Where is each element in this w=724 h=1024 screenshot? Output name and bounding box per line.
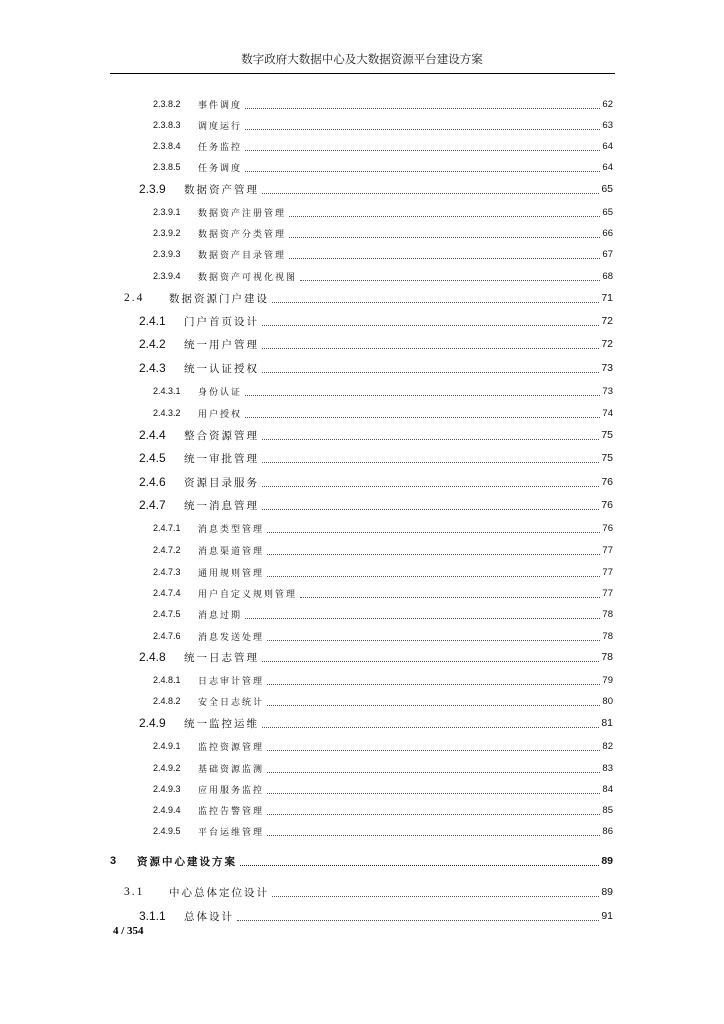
toc-entry[interactable]: [0, 426, 724, 444]
toc-dot-leader: [267, 576, 600, 577]
toc-entry-number: 2.4.3: [139, 361, 166, 375]
toc-entry-title: 日志审计管理: [198, 676, 265, 687]
toc-entry-number: 2.3.9.2: [153, 228, 181, 238]
toc-entry[interactable]: [0, 245, 724, 263]
toc-entry-title: 消息过期: [198, 610, 243, 621]
toc-dot-leader: [245, 395, 600, 396]
toc-entry[interactable]: [0, 449, 724, 467]
toc-entry-number: 2.3.9.4: [153, 271, 181, 281]
toc-entry-title: 总体设计: [184, 910, 234, 923]
toc-entry-title: 任务监控: [198, 142, 243, 153]
toc-entry-title: 数据资产可视化视图: [198, 272, 298, 283]
toc-dot-leader: [245, 618, 600, 619]
toc-entry[interactable]: [0, 335, 724, 353]
toc-dot-leader: [262, 439, 599, 440]
toc-entry[interactable]: [0, 519, 724, 537]
toc-entry-page: 81: [601, 717, 613, 729]
toc-entry-title: 身份认证: [198, 387, 243, 398]
toc-dot-leader: [245, 417, 600, 418]
toc-dot-leader: [289, 237, 600, 238]
toc-entry-title: 资源目录服务: [184, 476, 259, 489]
toc-entry-page: 78: [602, 630, 613, 642]
toc-entry[interactable]: [0, 180, 724, 198]
toc-dot-leader: [267, 532, 600, 533]
toc-entry-number: 2.4.8.1: [153, 675, 181, 685]
toc-entry-page: 64: [602, 161, 613, 173]
toc-entry-title: 统一用户管理: [184, 338, 259, 351]
toc-dot-leader: [262, 325, 599, 326]
toc-entry-number: 2.4.7.4: [153, 588, 181, 598]
toc-entry-number: 2.4.8.2: [153, 696, 181, 706]
toc-entry-page: 89: [601, 855, 613, 867]
toc-entry[interactable]: [0, 584, 724, 602]
toc-entry-page: 77: [602, 566, 613, 578]
toc-entry[interactable]: [0, 780, 724, 798]
toc-entry[interactable]: [0, 852, 724, 870]
toc-entry[interactable]: [0, 473, 724, 491]
toc-entry-number: 2.4.2: [139, 337, 166, 351]
toc-entry[interactable]: [0, 822, 724, 840]
toc-entry-title: 统一监控运维: [184, 717, 259, 730]
toc-dot-leader: [267, 684, 600, 685]
toc-dot-leader: [262, 727, 599, 728]
toc-entry[interactable]: [0, 648, 724, 666]
toc-entry-number: 2.4.8: [139, 650, 166, 664]
toc-entry[interactable]: [0, 289, 724, 307]
toc-dot-leader: [289, 216, 600, 217]
toc-entry-page: 68: [602, 270, 613, 282]
toc-entry-number: 2.4: [124, 292, 145, 304]
toc-entry-number: 2.4.7.2: [153, 545, 181, 555]
page-number: 4 / 354: [113, 925, 144, 937]
toc-entry[interactable]: [0, 382, 724, 400]
toc-dot-leader: [267, 835, 600, 836]
toc-entry[interactable]: [0, 907, 724, 925]
toc-dot-leader: [267, 793, 600, 794]
toc-entry-title: 基础资源监测: [198, 764, 265, 775]
toc-entry-title: 消息发送处理: [198, 632, 265, 643]
toc-entry-page: 67: [602, 248, 613, 260]
toc-dot-leader: [262, 509, 599, 510]
toc-entry[interactable]: [0, 158, 724, 176]
toc-dot-leader: [300, 280, 600, 281]
toc-dot-leader: [245, 108, 600, 109]
toc-entry-page: 80: [602, 695, 613, 707]
toc-entry-title: 用户授权: [198, 409, 243, 420]
toc-entry-title: 中心总体定位设计: [169, 886, 269, 899]
toc-entry-page: 62: [602, 98, 613, 110]
toc-entry-number: 2.4.9.3: [153, 784, 181, 794]
toc-entry-title: 数据资产管理: [184, 183, 259, 196]
toc-entry-page: 76: [601, 499, 613, 511]
toc-entry-page: 71: [601, 292, 613, 304]
toc-dot-leader: [262, 348, 599, 349]
toc-entry-page: 73: [601, 362, 613, 374]
toc-entry[interactable]: [0, 759, 724, 777]
toc-entry-title: 平台运维管理: [198, 827, 265, 838]
toc-entry[interactable]: [0, 671, 724, 689]
toc-dot-leader: [245, 129, 600, 130]
toc-entry-number: 2.4.7.5: [153, 609, 181, 619]
toc-entry-number: 2.4.9.4: [153, 805, 181, 815]
toc-dot-leader: [267, 750, 600, 751]
toc-entry-title: 门户首页设计: [184, 315, 259, 328]
toc-entry-number: 2.3.9: [139, 182, 166, 196]
toc-entry[interactable]: [0, 605, 724, 623]
toc-entry-title: 统一日志管理: [184, 651, 259, 664]
toc-entry-page: 82: [602, 740, 613, 752]
toc-entry-page: 84: [602, 783, 613, 795]
toc-entry[interactable]: [0, 692, 724, 710]
toc-dot-leader: [267, 640, 600, 641]
toc-entry-number: 2.3.9.3: [153, 249, 181, 259]
toc-entry-page: 89: [601, 886, 613, 898]
toc-entry-page: 78: [602, 608, 613, 620]
toc-entry[interactable]: [0, 116, 724, 134]
toc-entry[interactable]: [0, 137, 724, 155]
toc-entry[interactable]: [0, 737, 724, 755]
toc-entry-page: 85: [602, 804, 613, 816]
toc-entry-title: 事件调度: [198, 100, 243, 111]
toc-dot-leader: [245, 171, 600, 172]
toc-entry-number: 3.1: [124, 886, 145, 898]
toc-dot-leader: [289, 258, 600, 259]
toc-entry-title: 数据资产分类管理: [198, 229, 287, 240]
toc-entry[interactable]: [0, 404, 724, 422]
toc-entry-title: 数据资产目录管理: [198, 250, 287, 261]
toc-entry-page: 77: [602, 587, 613, 599]
toc-dot-leader: [262, 462, 599, 463]
toc-entry-page: 66: [602, 227, 613, 239]
toc-entry-page: 75: [601, 452, 613, 464]
toc-entry-page: 65: [602, 206, 613, 218]
toc-entry-title: 整合资源管理: [184, 429, 259, 442]
toc-entry-page: 79: [602, 674, 613, 686]
toc-dot-leader: [272, 302, 599, 303]
toc-dot-leader: [237, 920, 599, 921]
toc-dot-leader: [267, 814, 600, 815]
toc-entry-title: 监控资源管理: [198, 742, 265, 753]
toc-dot-leader: [262, 661, 599, 662]
toc-entry-page: 63: [602, 119, 613, 131]
toc-entry-number: 2.4.5: [139, 451, 166, 465]
toc-entry[interactable]: [0, 312, 724, 330]
toc-entry-page: 83: [602, 762, 613, 774]
toc-entry-page: 76: [602, 522, 613, 534]
toc-entry-page: 76: [601, 476, 613, 488]
toc-entry-title: 安全日志统计: [198, 697, 265, 708]
toc-dot-leader: [267, 554, 600, 555]
toc-entry[interactable]: [0, 95, 724, 113]
toc-entry-page: 78: [601, 651, 613, 663]
toc-entry-number: 2.4.7.6: [153, 631, 181, 641]
toc-dot-leader: [267, 705, 600, 706]
toc-entry[interactable]: [0, 563, 724, 581]
toc-entry-number: 2.4.4: [139, 428, 166, 442]
toc-entry[interactable]: [0, 714, 724, 732]
header-divider: [110, 73, 615, 74]
toc-entry-page: 73: [602, 385, 613, 397]
toc-entry-page: 72: [601, 315, 613, 327]
toc-entry-title: 调度运行: [198, 121, 243, 132]
toc-entry[interactable]: [0, 801, 724, 819]
toc-entry-page: 64: [602, 140, 613, 152]
toc-entry-number: 2.3.8.4: [153, 141, 181, 151]
toc-entry-number: 2.4.9: [139, 716, 166, 730]
toc-entry-number: 2.4.1: [139, 314, 166, 328]
toc-entry-page: 86: [602, 825, 613, 837]
toc-dot-leader: [240, 865, 599, 866]
toc-entry-number: 2.3.8.5: [153, 162, 181, 172]
toc-entry-page: 65: [601, 183, 613, 195]
toc-entry[interactable]: [0, 496, 724, 514]
toc-entry-title: 统一消息管理: [184, 499, 259, 512]
toc-entry-number: 2.4.6: [139, 475, 166, 489]
page-header-title: 数字政府大数据中心及大数据资源平台建设方案: [241, 52, 483, 66]
toc-entry[interactable]: [0, 267, 724, 285]
toc-entry-title: 用户自定义规则管理: [198, 589, 298, 600]
toc-entry-page: 72: [601, 338, 613, 350]
toc-entry-number: 2.3.8.2: [153, 99, 181, 109]
toc-entry-title: 统一认证授权: [184, 362, 259, 375]
toc-entry[interactable]: [0, 203, 724, 221]
toc-entry[interactable]: [0, 627, 724, 645]
toc-entry-number: 2.4.9.1: [153, 741, 181, 751]
toc-entry-number: 2.4.7: [139, 498, 166, 512]
toc-entry[interactable]: [0, 359, 724, 377]
toc-entry-number: 2.4.7.3: [153, 567, 181, 577]
toc-entry-page: 91: [601, 910, 613, 922]
toc-entry-title: 数据资产注册管理: [198, 208, 287, 219]
toc-entry-number: 2.3.9.1: [153, 207, 181, 217]
toc-entry-title: 数据资源门户建设: [169, 292, 269, 305]
toc-dot-leader: [262, 193, 599, 194]
toc-entry-number: 3.1.1: [139, 909, 166, 923]
toc-entry-number: 2.4.9.5: [153, 826, 181, 836]
toc-entry-page: 77: [602, 544, 613, 556]
toc-dot-leader: [272, 896, 599, 897]
toc-entry-page: 75: [601, 429, 613, 441]
toc-dot-leader: [262, 372, 599, 373]
toc-dot-leader: [300, 597, 600, 598]
toc-entry-title: 监控告警管理: [198, 806, 265, 817]
toc-entry-title: 统一审批管理: [184, 452, 259, 465]
toc-entry-title: 应用服务监控: [198, 785, 265, 796]
toc-dot-leader: [245, 150, 600, 151]
toc-dot-leader: [262, 486, 599, 487]
toc-entry[interactable]: [0, 541, 724, 559]
toc-entry[interactable]: [0, 224, 724, 242]
toc-entry-number: 2.3.8.3: [153, 120, 181, 130]
toc-entry-title: 消息类型管理: [198, 524, 265, 535]
toc-entry-number: 3: [110, 855, 117, 867]
toc-entry-number: 2.4.9.2: [153, 763, 181, 773]
toc-dot-leader: [267, 772, 600, 773]
toc-entry-title: 任务调度: [198, 163, 243, 174]
toc-entry-title: 通用规则管理: [198, 568, 265, 579]
toc-entry-title: 消息渠道管理: [198, 546, 265, 557]
toc-entry-title: 资源中心建设方案: [137, 855, 237, 868]
toc-entry-number: 2.4.7.1: [153, 523, 181, 533]
toc-entry-number: 2.4.3.2: [153, 408, 181, 418]
toc-entry[interactable]: [0, 883, 724, 901]
toc-entry-page: 74: [602, 407, 613, 419]
toc-entry-number: 2.4.3.1: [153, 386, 181, 396]
